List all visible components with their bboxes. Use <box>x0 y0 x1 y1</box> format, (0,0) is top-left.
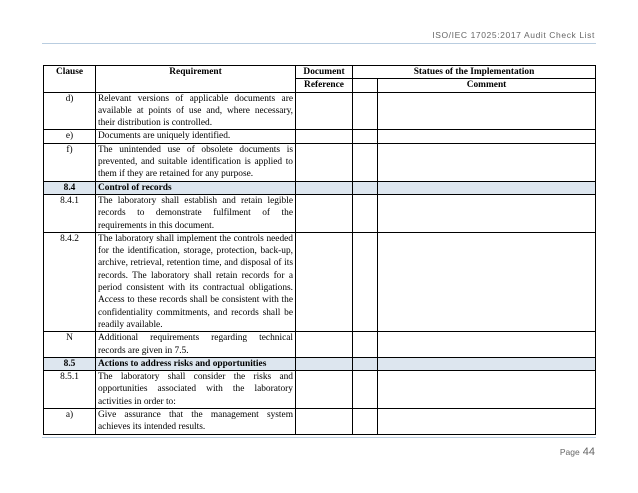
requirement-header: Requirement <box>96 66 296 93</box>
comment-cell <box>378 181 596 194</box>
header-row <box>44 66 596 79</box>
document-reference-cell <box>296 181 353 194</box>
page-number: 44 <box>582 446 595 458</box>
comment-cell <box>378 232 596 331</box>
document-reference-cell <box>296 92 353 130</box>
section-title-cell: Actions to address risks and opportunities <box>96 357 296 370</box>
requirement-cell: Give assurance that the management system achieves its intended results. <box>96 409 296 435</box>
section-row <box>44 357 596 370</box>
table-row <box>44 143 596 181</box>
table-row <box>44 232 596 331</box>
status-mark-cell <box>353 357 378 370</box>
document-header: Document <box>296 66 353 79</box>
clause-cell: f) <box>44 143 96 181</box>
clause-header: Clause <box>44 66 96 93</box>
table-row <box>44 409 596 435</box>
comment-cell <box>378 371 596 409</box>
comment-header: Comment <box>378 79 596 92</box>
table-row <box>44 194 596 232</box>
section-row <box>44 181 596 194</box>
status-mark-cell <box>353 143 378 181</box>
document-reference-cell <box>296 130 353 143</box>
status-mark-cell <box>353 232 378 331</box>
status-mark-cell <box>353 332 378 358</box>
statues-header: Statues of the Implementation <box>353 66 596 79</box>
comment-cell <box>378 130 596 143</box>
requirement-cell: The unintended use of obsolete documents is prevented, and suitable identification is applied to them if they are retained for any purpose. <box>96 143 296 181</box>
requirement-cell: Documents are uniquely identified. <box>96 130 296 143</box>
clause-cell: a) <box>44 409 96 435</box>
clause-cell: 8.5 <box>44 357 96 370</box>
page-footer <box>560 446 595 458</box>
requirement-cell: The laboratory shall implement the controls needed for the identification, storage, protection, back-up, archive, retrieval, retention time, and disposal of its records. The laboratory shall retain records for a period consistent with its contractual obligations. Access to these records shall be consistent with the confidentiality commitments, and records shall be readily available. <box>96 232 296 331</box>
comment-cell <box>378 143 596 181</box>
reference-header: Reference <box>296 79 353 92</box>
document-reference-cell <box>296 194 353 232</box>
document-reference-cell <box>296 409 353 435</box>
clause-cell: 8.4.2 <box>44 232 96 331</box>
comment-cell <box>378 92 596 130</box>
table-row <box>44 130 596 143</box>
section-title-cell: Control of records <box>96 181 296 194</box>
clause-cell: N <box>44 332 96 358</box>
page-label: Page <box>559 447 580 457</box>
comment-cell <box>378 357 596 370</box>
clause-cell: 8.4.1 <box>44 194 96 232</box>
table-row <box>44 371 596 409</box>
status-mark-cell <box>353 92 378 130</box>
comment-cell <box>378 409 596 435</box>
requirement-cell: Additional requirements regarding technical records are given in 7.5. <box>96 332 296 358</box>
comment-cell <box>378 332 596 358</box>
status-mark-cell <box>353 371 378 409</box>
document-reference-cell <box>296 143 353 181</box>
audit-checklist-table <box>43 65 596 435</box>
clause-cell: e) <box>44 130 96 143</box>
document-reference-cell <box>296 357 353 370</box>
page-header-title: ISO/IEC 17025:2017 Audit Check List <box>432 30 595 40</box>
document-reference-cell <box>296 332 353 358</box>
status-mark-cell <box>353 409 378 435</box>
status-mark-cell <box>353 181 378 194</box>
comment-cell <box>378 194 596 232</box>
table-row <box>44 332 596 358</box>
status-mark-cell <box>353 130 378 143</box>
header-rule <box>42 43 596 44</box>
clause-cell: 8.5.1 <box>44 371 96 409</box>
table-row <box>44 92 596 130</box>
requirement-cell: The laboratory shall establish and retain legible records to demonstrate fulfilment of the requirements in this document. <box>96 194 296 232</box>
status-mark-header <box>353 79 378 92</box>
clause-cell: d) <box>44 92 96 130</box>
clause-cell: 8.4 <box>44 181 96 194</box>
requirement-cell: Relevant versions of applicable documents are available at points of use and, where necessary, their distribution is controlled. <box>96 92 296 130</box>
status-mark-cell <box>353 194 378 232</box>
document-reference-cell <box>296 371 353 409</box>
document-reference-cell <box>296 232 353 331</box>
footer-rule <box>42 437 596 438</box>
requirement-cell: The laboratory shall consider the risks and opportunities associated with the laboratory activities in order to: <box>96 371 296 409</box>
